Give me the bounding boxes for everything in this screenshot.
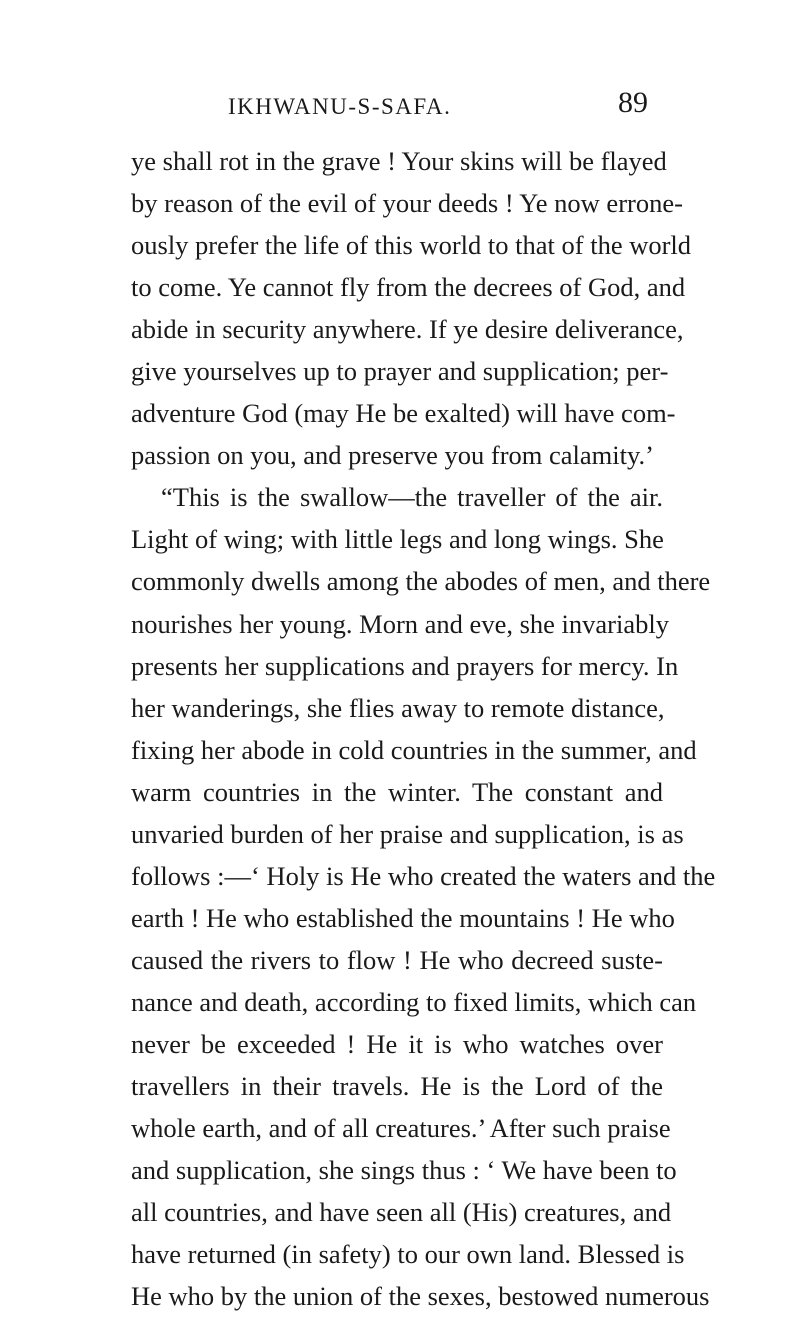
text-line: unvaried burden of her praise and supplication, is as [131, 818, 684, 849]
text-line: adventure God (may He be exalted) will have com- [131, 398, 676, 429]
body-text [131, 140, 716, 1317]
paragraph-start-line: “This is the swallow—the traveller of the air. [161, 482, 663, 513]
text-line: travellers in their travels. He is the Lord of the [131, 1071, 663, 1102]
running-head [228, 86, 648, 126]
page-number: 89 [618, 86, 648, 119]
text-line: follows :—‘ Holy is He who created the waters and the [131, 860, 716, 891]
text-line: and supplication, she sings thus : ‘ We have been to [131, 1155, 677, 1186]
text-line: Light of wing; with little legs and long wings. She [131, 524, 664, 555]
text-line: fixing her abode in cold countries in the summer, and [131, 734, 697, 765]
text-line: have returned (in safety) to our own land. Blessed is [131, 1239, 685, 1270]
text-line: caused the rivers to flow ! He who decreed suste- [131, 944, 663, 975]
text-line: ously prefer the life of this world to that of the world [131, 230, 692, 261]
text-line: earth ! He who established the mountains ! He who [131, 902, 675, 933]
text-line: presents her supplications and prayers for mercy. In [131, 650, 679, 681]
text-line: whole earth, and of all creatures.’ After such praise [131, 1113, 671, 1144]
text-line: warm countries in the winter. The constant and [131, 776, 663, 807]
text-line: He who by the union of the sexes, bestowed numerous [131, 1281, 710, 1312]
text-line: give yourselves up to prayer and supplication; per- [131, 356, 669, 387]
text-line: passion on you, and preserve you from calamity.’ [131, 440, 654, 471]
text-line: by reason of the evil of your deeds ! Ye now errone- [131, 188, 683, 219]
running-title: IKHWANU-S-SAFA. [228, 94, 452, 119]
text-line: commonly dwells among the abodes of men, and there [131, 566, 711, 597]
text-line: nourishes her young. Morn and eve, she invariably [131, 608, 669, 639]
text-line: ye shall rot in the grave ! Your skins will be flayed [131, 146, 667, 176]
text-line: to come. Ye cannot fly from the decrees of God, and [131, 272, 686, 303]
text-line: abide in security anywhere. If ye desire deliverance, [131, 314, 684, 345]
text-line: all countries, and have seen all (His) creatures, and [131, 1197, 672, 1228]
text-line: nance and death, according to fixed limits, which can [131, 986, 697, 1017]
text-line: her wanderings, she flies away to remote distance, [131, 692, 665, 723]
text-line: never be exceeded ! He it is who watches over [131, 1028, 663, 1059]
